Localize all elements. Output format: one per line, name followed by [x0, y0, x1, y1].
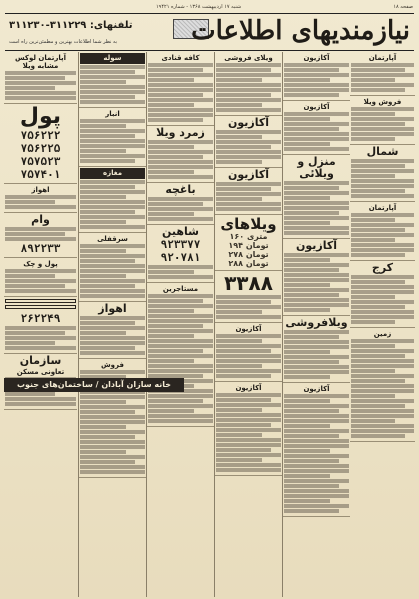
ad-block	[4, 258, 77, 297]
ad-heading: آپارتمان	[368, 204, 397, 212]
column-6	[4, 52, 77, 597]
ad-block	[350, 261, 415, 328]
ad-block	[350, 52, 415, 96]
ad-heading: آکازیون	[227, 168, 270, 181]
ad-heading: ویلاهای	[220, 215, 277, 233]
ad-heading: سازمان	[19, 354, 62, 367]
ad-block	[350, 328, 415, 442]
ad-heading: آپارتمان لوکس مشابه ویلا	[14, 54, 67, 70]
price-line: ۱۶۰ متری	[229, 232, 268, 241]
ad-block	[215, 271, 282, 323]
big-number: ۳۳۸۸	[224, 271, 273, 295]
ad-block	[79, 108, 146, 167]
ad-heading: شمال	[366, 145, 399, 158]
price-list	[216, 232, 281, 268]
price-line: ۲۸۸ تومان	[228, 259, 269, 268]
boxed-ad	[5, 299, 76, 303]
column-2	[282, 52, 350, 597]
masthead-subline: به نظر شما اطلاعات بهترین و مطمئن‌ترین راه است	[9, 39, 118, 45]
phone-number: ۷۵۶۲۲۲	[20, 129, 61, 142]
ad-heading: فروش	[101, 361, 124, 369]
ad-heading: کرج	[371, 261, 394, 274]
ad-heading: اهواز	[31, 186, 50, 194]
ad-heading: آکازیون	[303, 385, 330, 393]
ad-heading: منزل و ویلائی	[297, 155, 336, 180]
ad-heading: مغازه	[80, 168, 145, 179]
ad-block	[283, 383, 350, 517]
ad-heading: سوله	[80, 53, 145, 64]
ad-block	[147, 52, 214, 126]
column-1	[350, 52, 415, 597]
ad-block	[215, 116, 282, 168]
ad-heading: مستاجرین	[162, 285, 199, 293]
ad-block	[215, 168, 282, 215]
ad-block	[283, 239, 350, 316]
ad-heading: آپارتمان	[368, 54, 397, 62]
top-info-line	[6, 2, 413, 12]
ad-block	[350, 202, 415, 261]
ad-block	[147, 126, 214, 183]
ad-heading: وام	[31, 213, 50, 226]
price-line: ۱۹۴ تومان	[228, 241, 269, 250]
ad-block	[283, 52, 350, 101]
ad-heading: زمین	[373, 330, 392, 338]
ad-heading: انبار	[105, 110, 120, 118]
ad-block	[4, 213, 77, 258]
boxed-ad	[5, 305, 76, 309]
section-banner: خانه سازان آبادان / ساختمان‌های جنوب	[4, 378, 184, 392]
issue-date: شنبه ۱۷ اردیبهشت ۱۳۶۸ - شماره ۱۹۴۲۱	[156, 4, 242, 10]
ad-block	[79, 302, 146, 359]
phone-number: ۹۲۰۷۸۱	[160, 251, 201, 264]
phone-number: ۲۶۲۲۴۹	[20, 312, 61, 325]
ad-heading: آکازیون	[235, 325, 262, 333]
ad-block	[147, 283, 214, 427]
classified-columns	[4, 52, 415, 597]
ad-block	[147, 183, 214, 225]
ad-heading: اهواز	[98, 302, 127, 315]
page-number: صفحه ۱۸	[393, 4, 413, 10]
column-4	[146, 52, 214, 597]
ad-heading: آکازیون	[295, 239, 338, 252]
ad-heading: آکازیون	[303, 103, 330, 111]
ad-block	[4, 184, 77, 213]
ad-heading: آکازیون	[235, 384, 262, 392]
phone-number: ۸۹۲۲۳۳	[20, 242, 61, 255]
ad-subheading: تعاونی مسکن	[16, 368, 65, 376]
ad-block	[4, 52, 77, 104]
phone-number: ۷۵۷۵۲۳	[20, 155, 61, 168]
ad-heading: کافه قنادی	[161, 54, 200, 62]
column-5	[78, 52, 146, 597]
ad-heading: فروش ویلا	[363, 98, 402, 106]
phone-number: ۷۵۷۴۰۱	[20, 168, 61, 181]
ad-heading: ویلافروشی	[285, 316, 348, 329]
ad-heading: پول	[19, 104, 62, 129]
ad-block	[350, 145, 415, 202]
ad-heading: سرقفلی	[97, 235, 128, 243]
ad-block	[283, 155, 350, 239]
ad-block	[4, 104, 77, 184]
ad-block	[79, 167, 146, 233]
ad-heading: زمرد ویلا	[156, 126, 205, 139]
ad-block	[215, 215, 282, 271]
ad-block	[79, 359, 146, 478]
ad-heading: آکازیون	[303, 54, 330, 62]
ad-heading: آکازیون	[227, 116, 270, 129]
ad-heading: ویلای فروشی	[224, 54, 273, 62]
column-3	[214, 52, 282, 597]
ad-block	[79, 233, 146, 302]
ad-block	[215, 52, 282, 116]
phone-number: ۷۵۶۲۲۵	[20, 142, 61, 155]
ad-block	[283, 101, 350, 155]
masthead	[5, 13, 414, 51]
ad-block	[147, 225, 214, 283]
ad-heading: پول و چک	[23, 260, 58, 268]
masthead-phone: تلفنهای: ۳۱۱۲۲۹-۳۱۱۲۳۰	[9, 20, 133, 31]
ad-block	[4, 311, 77, 354]
ad-heading: باغچه	[165, 183, 196, 196]
ad-block	[215, 382, 282, 476]
page-title: نیازمندیهای اطلاعات	[191, 16, 410, 46]
price-line: ۲۷۸ تومان	[228, 250, 269, 259]
ad-block	[283, 316, 350, 383]
phone-number: ۹۲۳۳۷۷	[160, 238, 201, 251]
ad-block	[350, 96, 415, 145]
ad-heading: شاهین	[162, 225, 199, 238]
ad-block	[215, 323, 282, 382]
ad-block	[79, 52, 146, 108]
